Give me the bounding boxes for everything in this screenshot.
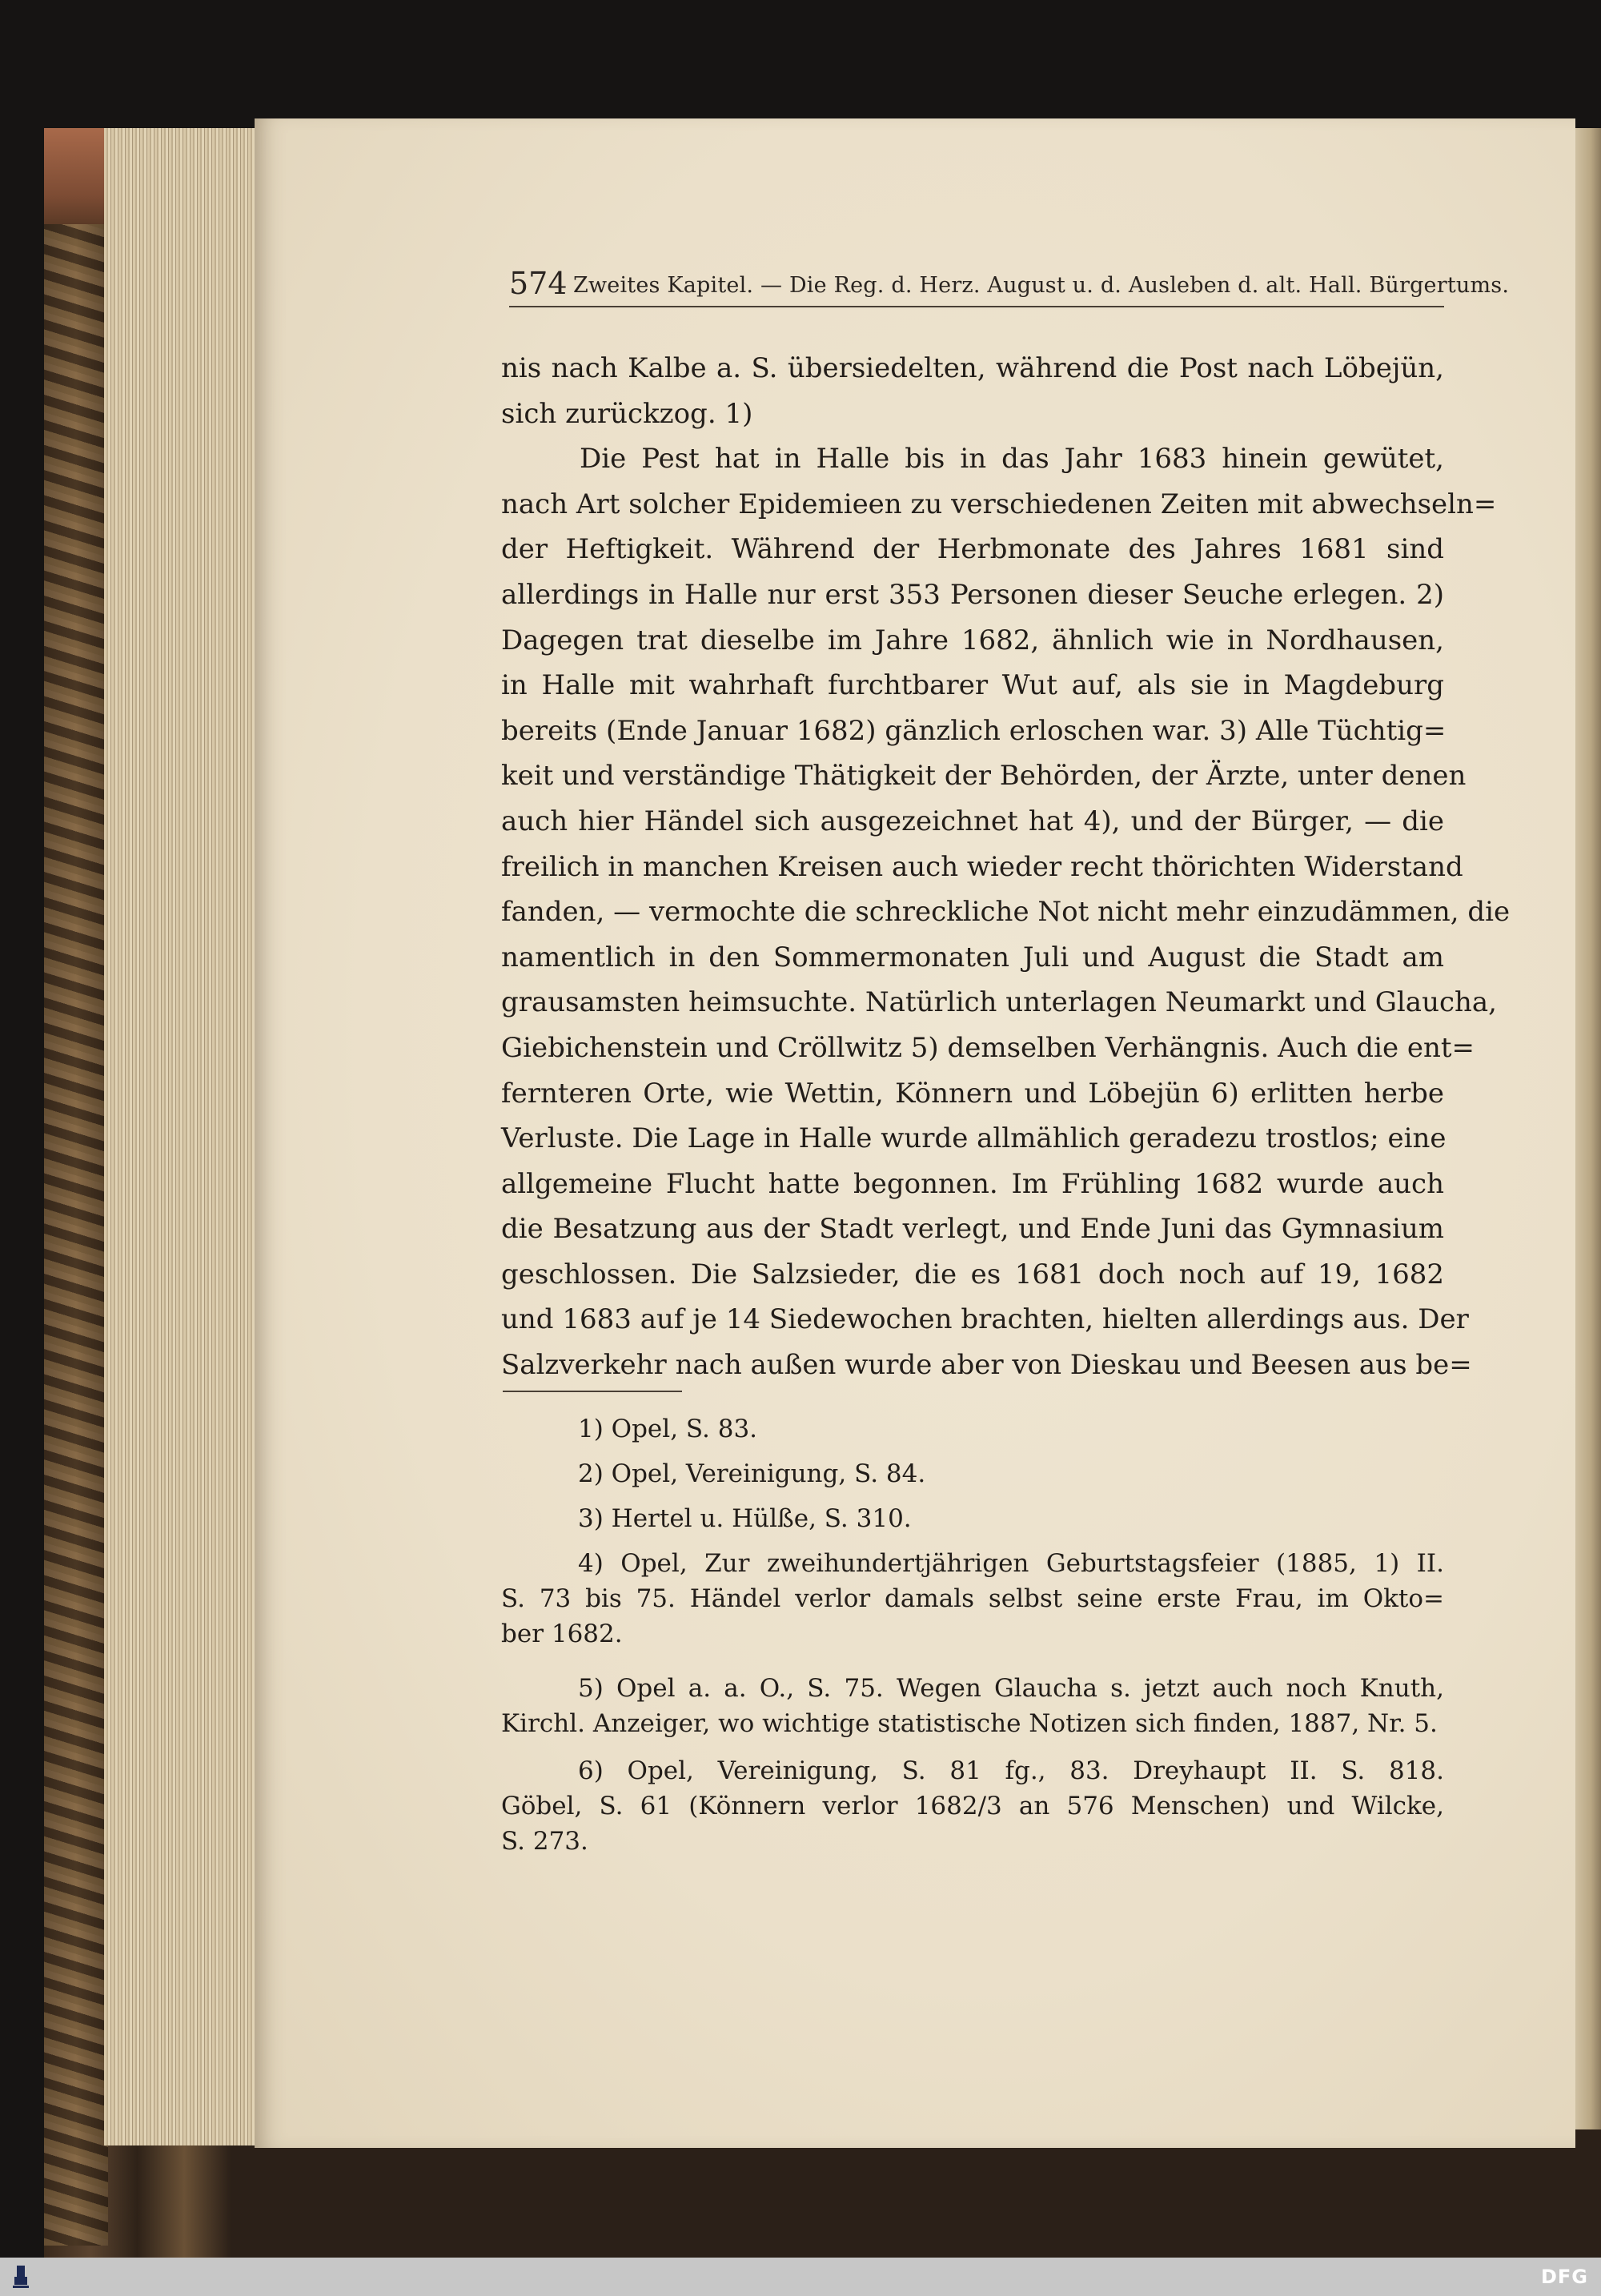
body-line: bereits (Ende Januar 1682) gänzlich erloschen war. 3) Alle Tüchtig= [501,714,1447,747]
footnote-line: 2) Opel, Vereinigung, S. 84. [578,1459,926,1488]
footnote-line: S. 73 bis 75. Händel verlor damals selbst seine erste Frau, im Okto= [501,1584,1444,1613]
footnote-line: Kirchl. Anzeiger, wo wichtige statistische Notizen sich finden, 1887, Nr. 5. [501,1709,1438,1738]
body-line: fernteren Orte, wie Wettin, Könnern und Löbejün 6) erlitten herbe [501,1077,1444,1110]
footnote-line: S. 273. [501,1827,588,1856]
body-line: grausamsten heimsuchte. Natürlich unterlagen Neumarkt und Glaucha, [501,986,1497,1019]
body-line: keit und verständige Thätigkeit der Behörden, der Ärzte, unter denen [501,760,1467,793]
footnote-line: Göbel, S. 61 (Könnern verlor 1682/3 an 576 Menschen) und Wilcke, [501,1792,1444,1820]
page-stack [104,128,264,2145]
body-line: nach Art solcher Epidemieen zu verschiedenen Zeiten mit abwechseln= [501,488,1497,520]
body-line: Dagegen trat dieselbe im Jahre 1682, ähnlich wie in Nordhausen, [501,624,1444,656]
footnote-5 [501,1671,1444,1741]
body-line: freilich in manchen Kreisen auch wieder recht thörichten Widerstand [501,850,1463,883]
footnote-line: 5) Opel a. a. O., S. 75. Wegen Glaucha s. jetzt auch noch Knuth, [578,1674,1444,1703]
body-line: auch hier Händel sich ausgezeichnet hat 4), und der Bürger, — die [501,805,1444,837]
spine-corner [44,128,112,224]
body-line: in Halle mit wahrhaft furchtbarer Wut auf, als sie in Magdeburg [501,669,1444,702]
viewer-footer [0,2258,1601,2296]
body-line: geschlossen. Die Salzsieder, die es 1681 doch noch auf 19, 1682 [501,1258,1444,1290]
body-line: allgemeine Flucht hatte begonnen. Im Frühling 1682 wurde auch [501,1167,1444,1200]
footnote-6 [501,1753,1444,1859]
footnote-line: 6) Opel, Vereinigung, S. 81 fg., 83. Dreyhaupt II. S. 818. [578,1756,1444,1785]
footnote-3 [501,1501,1444,1536]
footnote-line: 3) Hertel u. Hülße, S. 310. [578,1504,912,1533]
facing-page-edge [1575,128,1601,2129]
marbled-edge [44,132,108,2246]
body-line: nis nach Kalbe a. S. übersiedelten, während die Post nach Löbejün, [501,352,1444,384]
footnote-1 [501,1411,1444,1447]
body-line: und 1683 auf je 14 Siedewochen brachten, hielten allerdings aus. Der [501,1303,1469,1336]
body-line: namentlich in den Sommermonaten Juli und August die Stadt am [501,941,1444,973]
dfg-logo: DFG [1540,2266,1588,2288]
running-title: Zweites Kapitel. — Die Reg. d. Herz. August u. d. Ausleben d. alt. Hall. Bürgertums. [573,273,1510,298]
body-line: allerdings in Halle nur erst 353 Personen dieser Seuche erlegen. 2) [501,578,1444,611]
body-line: Die Pest hat in Halle bis in das Jahr 1683 hinein gewütet, [580,443,1444,476]
body-line: der Heftigkeit. Während der Herbmonate des Jahres 1681 sind [501,533,1444,566]
footnote-4 [501,1546,1444,1652]
footnote-line: 1) Opel, S. 83. [578,1415,758,1443]
page-number: 574 [509,266,568,301]
body-line: Verluste. Die Lage in Halle wurde allmählich geradezu trostlos; eine [501,1122,1447,1155]
body-line: Giebichenstein und Cröllwitz 5) demselben Verhängnis. Auch die ent= [501,1031,1475,1064]
page-header [509,264,1510,307]
body-line: sich zurückzog. 1) [501,397,753,430]
footnote-rule [503,1391,682,1392]
footnote-2 [501,1456,1444,1491]
body-line: Salzverkehr nach außen wurde aber von Dieskau und Beesen aus be= [501,1349,1472,1382]
body-line: die Besatzung aus der Stadt verlegt, und Ende Juni das Gymnasium [501,1213,1444,1246]
footnote-line: ber 1682. [501,1620,623,1648]
footnote-line: 4) Opel, Zur zweihundertjährigen Geburtstagsfeier (1885, 1) II. [578,1549,1444,1578]
library-logo-icon [10,2262,32,2291]
body-text [501,346,1511,1388]
body-line: fanden, — vermochte die schreckliche Not nicht mehr einzudämmen, die [501,896,1511,929]
